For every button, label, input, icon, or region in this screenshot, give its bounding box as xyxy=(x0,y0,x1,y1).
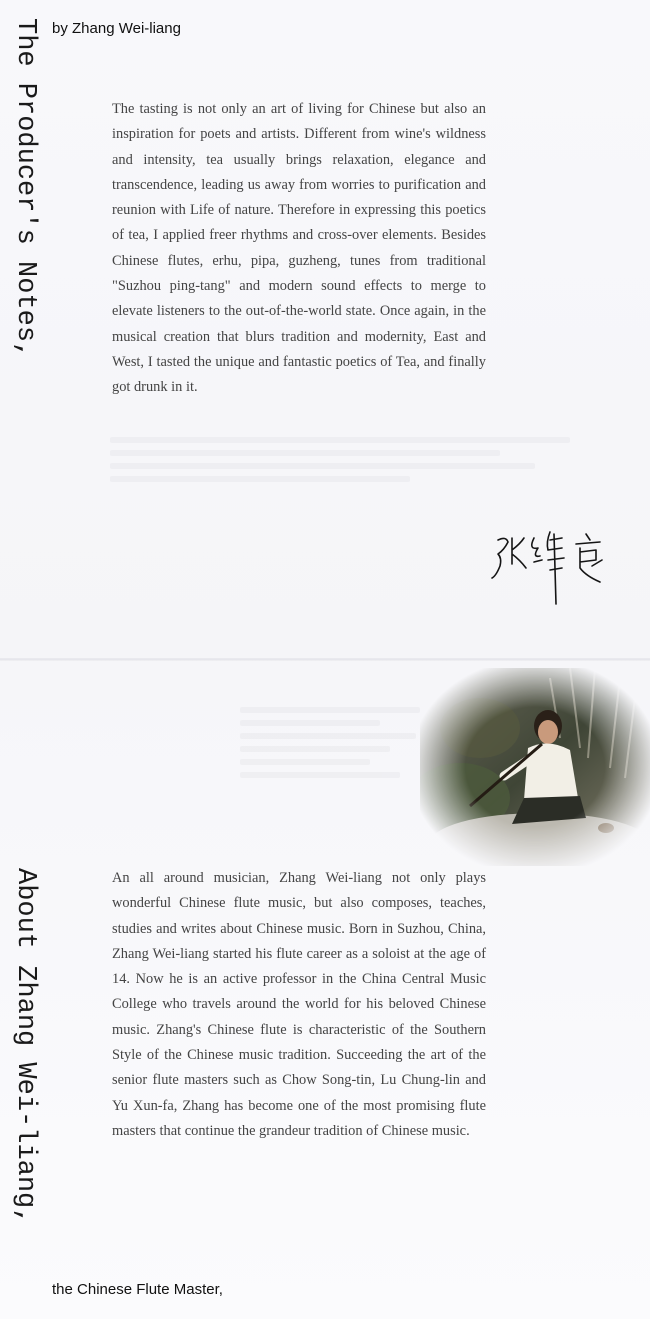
producers-notes-paragraph: The tasting is not only an art of living for Chinese but also an inspiration for poets and artists. Different from wine's wildness and intensity, tea usually brings relaxation, elegance and transcendence, leading us away from worries to purification and reunion with Life of nature. Therefore in expressing this poetics of tea, I applied freer rhythms and cross-over elements. Besides Chinese flutes, erhu, pipa, guzheng, tunes from traditional "Suzhou ping-tang" and modern sound effects to merge to elevate listeners to the out-of-the-world state. Once again, in the musical creation that blurs tradition and modernity, East and West, I tasted the unique and fantastic poetics of Tea, and finally got drunk in it. xyxy=(112,101,486,396)
about-artist-title: About Zhang Wei-liang, xyxy=(10,868,40,1225)
about-artist-subtitle: the Chinese Flute Master, xyxy=(52,1281,223,1298)
show-through-text xyxy=(110,430,610,520)
show-through-text xyxy=(240,700,440,790)
flutist-photo xyxy=(420,668,650,866)
page-fold-divider xyxy=(0,658,650,661)
about-artist-paragraph: An all around musician, Zhang Wei-liang not only plays wonderful Chinese flute music, but also composes, teaches, studies and writes about Chinese music. Born in Suzhou, China, Zhang Wei-liang started his flute career as a soloist at the age of 14. Now he is an active professor in the China Central Music College who travels around the world for his beloved Chinese music. Zhang's Chinese flute is characteristic of the Southern Style of the Chinese music tradition. Succeeding the art of the senior flute masters such as Chow Song-tin, Lu Chung-lin and Yu Xun-fa, Zhang has become one of the most promising flute masters that continue the grandeur tradition of Chinese music. xyxy=(112,870,486,1139)
byline: by Zhang Wei-liang xyxy=(52,20,181,37)
handwritten-signature xyxy=(488,524,628,606)
producers-notes-title: The Producer's Notes, xyxy=(10,18,40,359)
